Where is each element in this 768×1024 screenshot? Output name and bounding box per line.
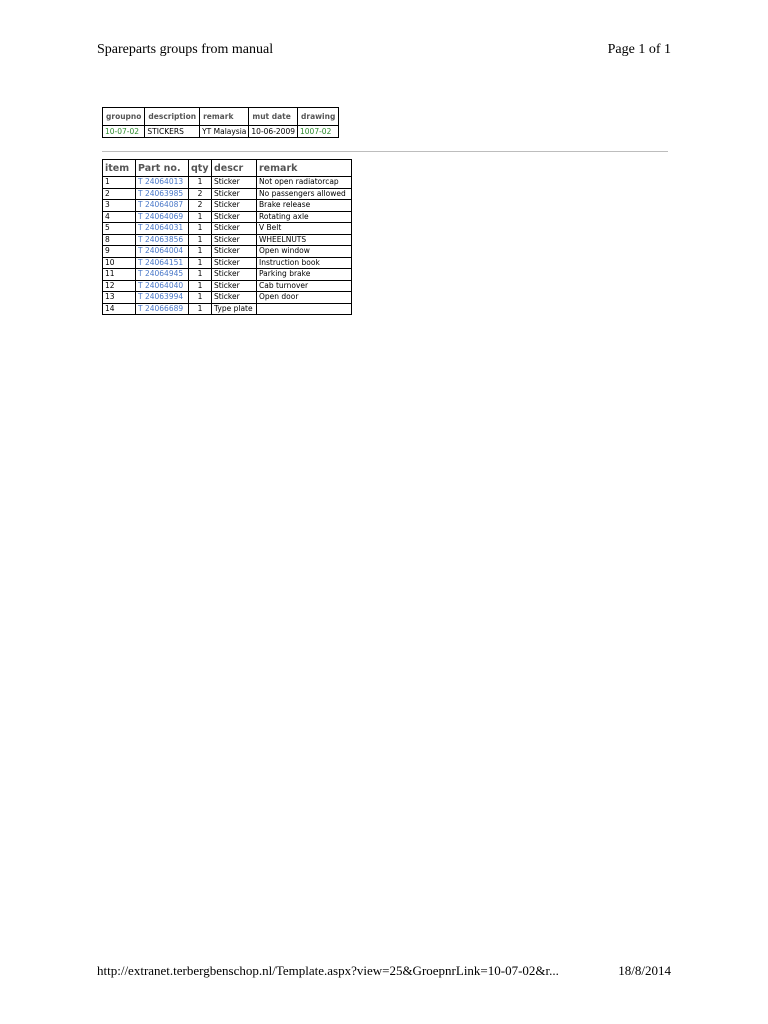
- table-row: [103, 188, 352, 200]
- parts-table-header-row: [103, 160, 352, 177]
- group-row: [103, 126, 339, 138]
- group-remark: YT Malaysia: [200, 126, 249, 138]
- remark-cell: Parking brake: [257, 269, 352, 281]
- col-description[interactable]: description: [145, 108, 200, 126]
- qty-cell: 1: [189, 257, 212, 269]
- table-row: [103, 234, 352, 246]
- part-no-link[interactable]: T 24064004: [136, 246, 189, 258]
- descr-cell: Sticker: [212, 200, 257, 212]
- qty-cell: 1: [189, 223, 212, 235]
- col-qty[interactable]: qty: [189, 160, 212, 177]
- qty-cell: 1: [189, 280, 212, 292]
- descr-cell: Sticker: [212, 257, 257, 269]
- item-cell: 9: [103, 246, 136, 258]
- page-header-title: Spareparts groups from manual: [97, 42, 274, 57]
- table-row: [103, 200, 352, 212]
- qty-cell: 1: [189, 246, 212, 258]
- item-cell: 3: [103, 200, 136, 212]
- descr-cell: Sticker: [212, 280, 257, 292]
- item-cell: 10: [103, 257, 136, 269]
- table-row: [103, 177, 352, 189]
- col-descr[interactable]: descr: [212, 160, 257, 177]
- table-row: [103, 280, 352, 292]
- footer-date: 18/8/2014: [618, 963, 671, 978]
- descr-cell: Sticker: [212, 211, 257, 223]
- qty-cell: 1: [189, 269, 212, 281]
- remark-cell: Instruction book: [257, 257, 352, 269]
- page-number: Page 1 of 1: [607, 42, 671, 57]
- descr-cell: Sticker: [212, 246, 257, 258]
- part-no-link[interactable]: T 24064013: [136, 177, 189, 189]
- qty-cell: 1: [189, 303, 212, 315]
- remark-cell: No passengers allowed: [257, 188, 352, 200]
- part-no-link[interactable]: T 24063856: [136, 234, 189, 246]
- remark-cell: Open window: [257, 246, 352, 258]
- footer-url: http://extranet.terbergbenschop.nl/Template.aspx?view=25&GroepnrLink=10-07-02&r...: [97, 963, 559, 978]
- descr-cell: Sticker: [212, 234, 257, 246]
- item-cell: 2: [103, 188, 136, 200]
- part-no-link[interactable]: T 24064031: [136, 223, 189, 235]
- col-mut-date[interactable]: mut date: [249, 108, 298, 126]
- group-mut-date: 10-06-2009: [249, 126, 298, 138]
- item-cell: 12: [103, 280, 136, 292]
- group-table: [102, 107, 339, 138]
- descr-cell: Sticker: [212, 188, 257, 200]
- qty-cell: 1: [189, 234, 212, 246]
- remark-cell: Open door: [257, 292, 352, 304]
- table-row: [103, 223, 352, 235]
- col-drawing[interactable]: drawing: [298, 108, 339, 126]
- item-cell: 14: [103, 303, 136, 315]
- part-no-link[interactable]: T 24064945: [136, 269, 189, 281]
- part-no-link[interactable]: T 24063994: [136, 292, 189, 304]
- qty-cell: 1: [189, 177, 212, 189]
- item-cell: 1: [103, 177, 136, 189]
- remark-cell: Brake release: [257, 200, 352, 212]
- group-description: STICKERS: [145, 126, 200, 138]
- part-no-link[interactable]: T 24064087: [136, 200, 189, 212]
- item-cell: 4: [103, 211, 136, 223]
- item-cell: 8: [103, 234, 136, 246]
- table-row: [103, 292, 352, 304]
- item-cell: 13: [103, 292, 136, 304]
- descr-cell: Sticker: [212, 269, 257, 281]
- descr-cell: Sticker: [212, 292, 257, 304]
- part-no-link[interactable]: T 24064040: [136, 280, 189, 292]
- parts-table-body: [103, 177, 352, 315]
- group-table-header-row: [103, 108, 339, 126]
- col-groupno[interactable]: groupno: [103, 108, 145, 126]
- col-remark[interactable]: remark: [257, 160, 352, 177]
- groupno-link[interactable]: 10-07-02: [103, 126, 145, 138]
- remark-cell: [257, 303, 352, 315]
- part-no-link[interactable]: T 24063985: [136, 188, 189, 200]
- parts-table: [102, 159, 352, 315]
- qty-cell: 1: [189, 211, 212, 223]
- table-row: [103, 211, 352, 223]
- remark-cell: Not open radiatorcap: [257, 177, 352, 189]
- qty-cell: 1: [189, 292, 212, 304]
- item-cell: 5: [103, 223, 136, 235]
- item-cell: 11: [103, 269, 136, 281]
- remark-cell: WHEELNUTS: [257, 234, 352, 246]
- remark-cell: Cab turnover: [257, 280, 352, 292]
- remark-cell: Rotating axle: [257, 211, 352, 223]
- part-no-link[interactable]: T 24066689: [136, 303, 189, 315]
- qty-cell: 2: [189, 200, 212, 212]
- qty-cell: 2: [189, 188, 212, 200]
- descr-cell: Type plate: [212, 303, 257, 315]
- table-row: [103, 246, 352, 258]
- divider: [102, 151, 668, 152]
- remark-cell: V Belt: [257, 223, 352, 235]
- col-remark[interactable]: remark: [200, 108, 249, 126]
- part-no-link[interactable]: T 24064069: [136, 211, 189, 223]
- descr-cell: Sticker: [212, 223, 257, 235]
- drawing-link[interactable]: 1007-02: [298, 126, 339, 138]
- table-row: [103, 257, 352, 269]
- table-row: [103, 269, 352, 281]
- col-part-no[interactable]: Part no.: [136, 160, 189, 177]
- col-item[interactable]: item: [103, 160, 136, 177]
- descr-cell: Sticker: [212, 177, 257, 189]
- part-no-link[interactable]: T 24064151: [136, 257, 189, 269]
- table-row: [103, 303, 352, 315]
